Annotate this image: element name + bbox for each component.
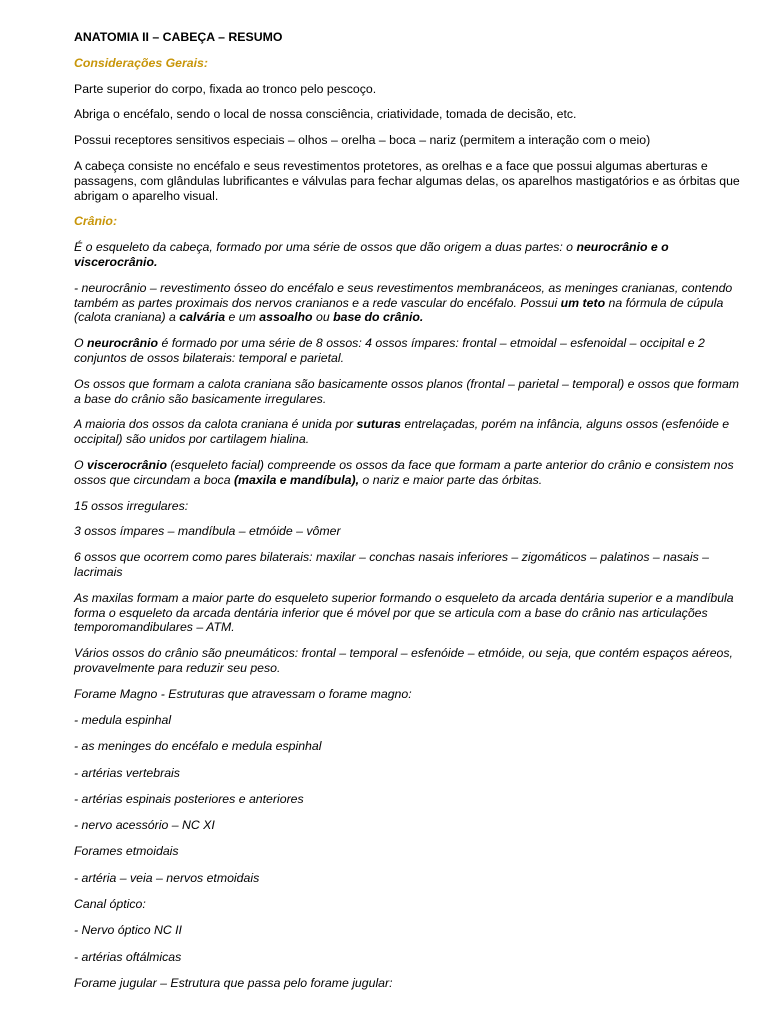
section-heading-gerais: Considerações Gerais: [74,55,208,70]
paragraph: Possui receptores sensitivos especiais – olhos – orelha – boca – nariz (permitem a interação com o meio) [74,133,651,148]
list-item: - Nervo óptico NC II [74,923,182,938]
paragraph: 6 ossos que ocorrem como pares bilaterais: maxilar – conchas nasais inferiores – zigomáticos – palatinos – nasais – lacrimais [74,550,709,579]
list-item: - nervo acessório – NC XI [74,818,215,833]
paragraph: Forame Magno - Estruturas que atravessam o forame magno: [74,686,412,701]
bold-term: um teto [560,295,606,310]
paragraph: As maxilas formam a maior parte do esqueleto superior formando o esqueleto da arcada dentária superior e a mandíbula forma o esqueleto da arcada dentária inferior que é móvel por que se articula com a base do crânio nas articulações temporomandibulares – ATM. [74,590,734,635]
paragraph: Forames etmoidais [74,844,179,859]
list-item: - artérias vertebrais [74,765,180,780]
bold-term: (maxila e mandíbula), [233,472,360,487]
bold-term: suturas [356,417,401,432]
text-run: (esqueleto facial) compreende os ossos da face que formam a parte anterior do crânio e consistem nos ossos que circundam a boca [74,457,734,487]
paragraph: Forame jugular – Estrutura que passa pelo forame jugular: [74,975,393,990]
list-item: - as meninges do encéfalo e medula espinhal [74,739,322,754]
bold-term: viscerocrânio [86,457,167,472]
document-page [74,30,740,1002]
paragraph: Canal óptico: [74,897,146,912]
text-run: O [74,336,87,351]
paragraph: Vários ossos do crânio são pneumáticos: frontal – temporal – esfenóide – etmóide, ou seja, que contém espaços aéreos, provavelmente para reduzir seu peso. [74,646,733,675]
paragraph: 15 ossos irregulares: [74,498,189,513]
text-run: entrelaçadas, porém na infância, alguns ossos (esfenóide e occipital) são unidos por cartilagem hialina. [74,417,730,447]
text-run: É o esqueleto da cabeça, formado por uma série de ossos que dão origem a duas partes: o [74,240,577,255]
document-title: ANATOMIA II – CABEÇA – RESUMO [74,30,283,44]
section-heading-cranio: Crânio: [74,214,118,229]
text-run: é formado por uma série de 8 ossos: 4 ossos ímpares: frontal – etmoidal – esfenoidal – occipital e 2 conjuntos de ossos bilaterais: temporal e parietal. [74,336,705,365]
text-run: na fórmula de cúpula (calota craniana) a [74,295,724,325]
paragraph: Abriga o encéfalo, sendo o local de nossa consciência, criatividade, tomada de decisão, etc. [74,107,577,122]
paragraph [74,458,740,488]
bold-term: calvária [179,310,226,325]
paragraph [74,281,740,325]
paragraph: A cabeça consiste no encéfalo e seus revestimentos protetores, as orelhas e a face que possui algumas aberturas e passagens, com glândulas lubrificantes e válvulas para fechar algumas delas, os aparelhos mastigatórios e as órbitas que abrigam o aparelho visual. [74,158,740,203]
text-run: - neurocrânio – revestimento ósseo do encéfalo e seus revestimentos membranáceos, as meninges cranianas, contendo também as partes proximais dos nervos cranianos e a rede vascular do encéfalo. Possui [74,280,733,310]
text-run: e um [225,310,260,325]
paragraph: 3 ossos ímpares – mandíbula – etmóide – vômer [74,524,341,539]
bold-term: neurocrânio e o viscerocrânio. [74,240,669,269]
text-run: o nariz e maior parte das órbitas. [359,472,543,487]
list-item: - medula espinhal [74,713,172,727]
text-run: O [74,457,87,472]
paragraph [74,336,740,366]
list-item: - artérias oftálmicas [74,949,182,964]
bold-term: assoalho [259,310,313,325]
paragraph [74,240,740,270]
paragraph [74,417,740,447]
list-item: - artéria – veia – nervos etmoidais [74,870,260,885]
list-item: - artérias espinais posteriores e anteriores [74,791,304,806]
text-run: ou [312,310,334,325]
bold-term: neurocrânio [86,336,159,351]
paragraph: Parte superior do corpo, fixada ao tronco pelo pescoço. [74,81,377,96]
text-run: A maioria dos ossos da calota craniana é unida por [74,417,357,432]
paragraph: Os ossos que formam a calota craniana são basicamente ossos planos (frontal – parietal – temporal) e ossos que formam a base do crânio são basicamente irregulares. [74,376,740,406]
bold-term: base do crânio. [333,310,424,325]
